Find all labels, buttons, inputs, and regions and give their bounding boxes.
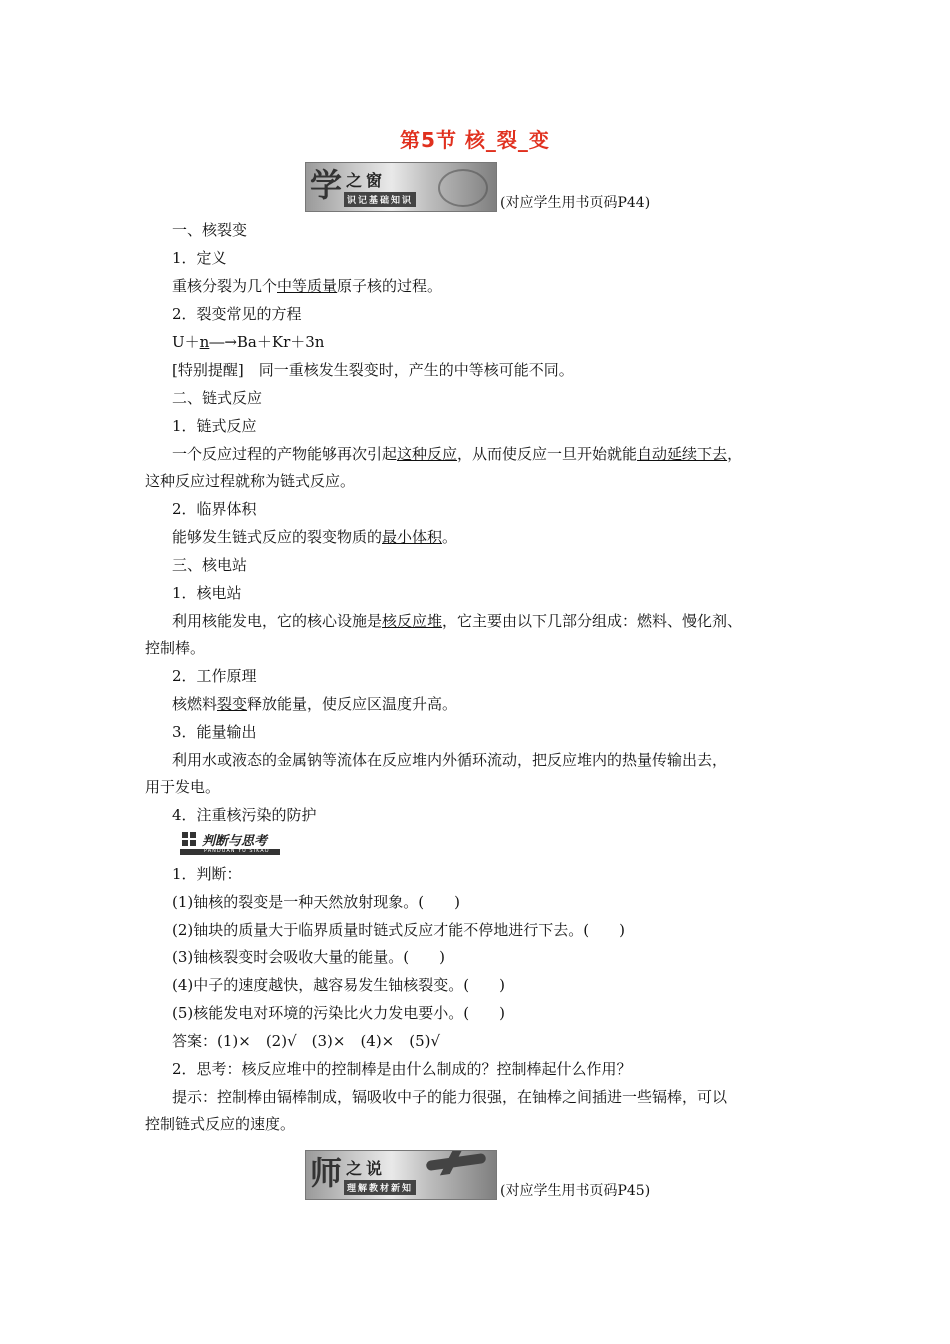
paragraph: 能够发生链式反应的裂变物质的最小体积。 [172,528,458,546]
badge-title: 判断与思考 [202,834,268,849]
paragraph-continued: 这种反应过程就称为链式反应。 [145,472,356,490]
banner-main-text: 之说 [346,1159,387,1178]
subheading: 1．定义 [172,249,227,267]
subheading: 2．裂变常见的方程 [172,305,302,323]
paragraph: 利用水或液态的金属钠等流体在反应堆内外循环流动，把反应堆内的热量传输出去， [172,751,728,769]
paragraph: 利用核能发电，它的核心设施是核反应堆，它主要由以下几部分组成：燃料、慢化剂、 [172,612,743,630]
globe-icon [438,169,488,207]
paragraph-continued: 用于发电。 [145,778,221,796]
section-heading: 二、链式反应 [172,389,263,407]
page-reference: (对应学生用书页码P45) [500,1183,651,1199]
subheading: 3．能量输出 [172,723,257,741]
banner-image [305,162,497,212]
think-hint-continued: 控制链式反应的速度。 [145,1115,296,1133]
judge-item: (1)铀核的裂变是一种天然放射现象。( ) [172,893,460,911]
banner-main-text: 之窗 [346,171,387,190]
blank-answer: 中等质量 [277,277,338,295]
subheading: 1．核电站 [172,584,242,602]
think-question: 2．思考：核反应堆中的控制棒是由什么制成的？控制棒起什么作用？ [172,1060,632,1078]
judge-think-badge [180,829,280,855]
airplane-icon [426,1153,487,1171]
paragraph-continued: 控制棒。 [145,639,206,657]
section-heading: 一、核裂变 [172,221,248,239]
grid-icon [182,832,196,846]
banner-big-char: 师 [310,1154,343,1192]
subheading: 2．临界体积 [172,500,257,518]
subheading: 4．注重核污染的防护 [172,806,317,824]
subheading: 2．工作原理 [172,667,257,685]
judge-item: (4)中子的速度越快，越容易发生铀核裂变。( ) [172,976,505,994]
equation: U＋n―→Ba＋Kr＋3n [172,333,325,351]
paragraph: 一个反应过程的产物能够再次引起这种反应，从而使反应一旦开始就能自动延续下去， [172,445,743,463]
badge-pinyin: PANDUAN YU SIKAO [204,848,270,854]
judge-item: (5)核能发电对环境的污染比火力发电要小。( ) [172,1004,505,1022]
special-tip: [特别提醒] 同一重核发生裂变时，产生的中等核可能不同。 [172,361,574,379]
teacher-talk-banner [305,1150,650,1200]
section-heading: 三、核电站 [172,556,248,574]
banner-image [305,1150,497,1200]
judge-heading: 1．判断： [172,865,242,883]
judge-item: (3)铀核裂变时会吸收大量的能量。( ) [172,948,445,966]
banner-big-char: 学 [310,166,343,204]
page-title: 第5节 核_裂_变 [400,128,550,152]
page-reference: (对应学生用书页码P44) [500,195,651,211]
paragraph: 重核分裂为几个中等质量原子核的过程。 [172,277,443,295]
think-hint: 提示：控制棒由镉棒制成，镉吸收中子的能力很强，在铀棒之间插进一些镉棒，可以 [172,1088,728,1106]
banner-sub-text: 理解教材新知 [344,1180,416,1195]
study-window-banner [305,162,650,212]
subheading: 1．链式反应 [172,417,257,435]
answer-line: 答案：(1)× (2)√ (3)× (4)× (5)√ [172,1032,441,1050]
judge-item: (2)铀块的质量大于临界质量时链式反应才能不停地进行下去。( ) [172,921,625,939]
paragraph: 核燃料裂变释放能量，使反应区温度升高。 [172,695,458,713]
banner-sub-text: 识记基础知识 [344,192,416,207]
